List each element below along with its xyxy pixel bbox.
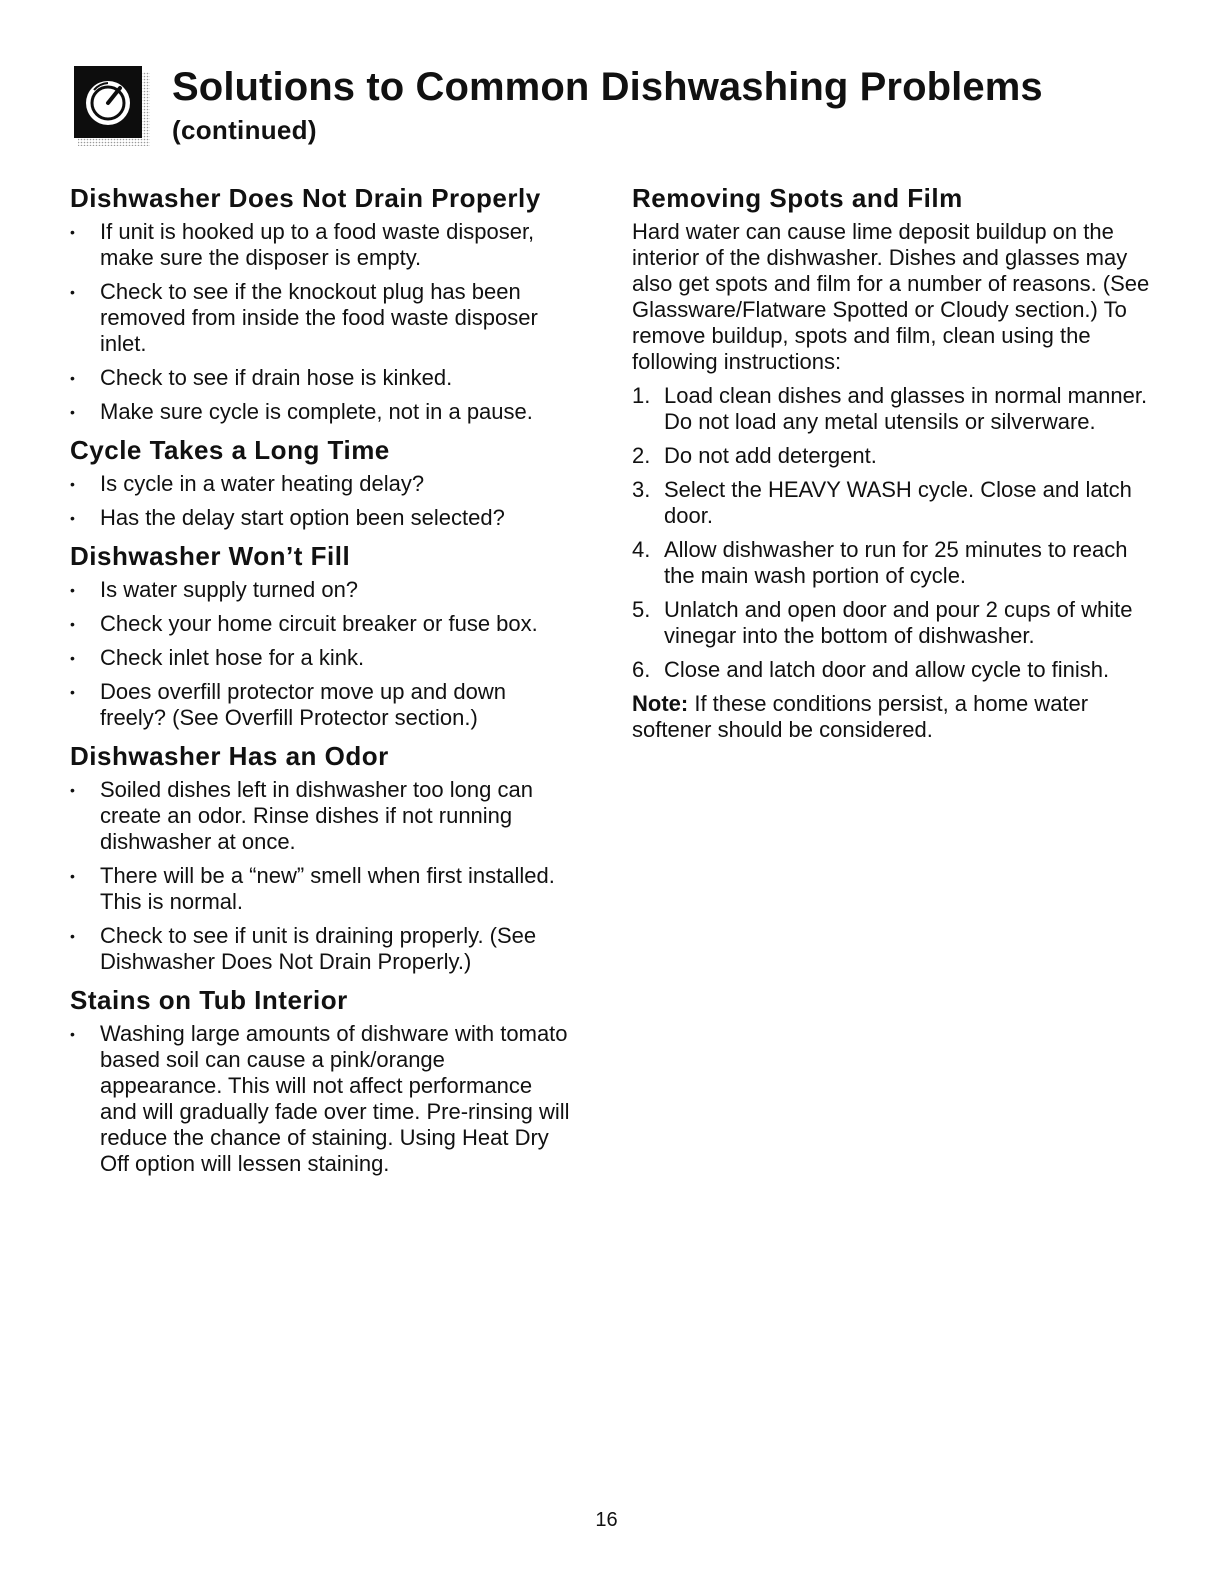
step-number: 6. xyxy=(632,657,651,682)
bullet-list xyxy=(70,219,570,425)
section-heading: Dishwasher Has an Odor xyxy=(70,741,389,771)
list-item xyxy=(632,657,1152,683)
bullet-list xyxy=(70,777,570,975)
intro-paragraph: Hard water can cause lime deposit buildup on the interior of the dishwasher. Dishes and glasses may also get spots and film for a number of reasons. (See Glassware/Flatware Spotted or Cloudy section.) To remove buildup, spots and film, clean using the following instructions: xyxy=(632,219,1150,374)
section-heading: Cycle Takes a Long Time xyxy=(70,435,390,465)
step-text: Do not add detergent. xyxy=(664,443,877,468)
section-spots-film xyxy=(632,181,1152,743)
list-item xyxy=(70,679,570,731)
step-text: Close and latch door and allow cycle to finish. xyxy=(664,657,1110,682)
note-paragraph xyxy=(632,691,1152,743)
list-item-text: Check your home circuit breaker or fuse box. xyxy=(100,611,538,636)
left-column xyxy=(70,181,570,1185)
section-heading: Dishwasher Won’t Fill xyxy=(70,541,351,571)
section-does-not-drain xyxy=(70,181,570,425)
step-number: 1. xyxy=(632,383,651,408)
list-item xyxy=(70,219,570,271)
section-stains xyxy=(70,983,570,1177)
bullet-icon: • xyxy=(70,782,75,798)
bullet-icon: • xyxy=(70,1026,75,1042)
note-label: Note: xyxy=(632,691,689,716)
list-item-text: Is water supply turned on? xyxy=(100,577,359,602)
section-long-time xyxy=(70,433,570,531)
section-odor xyxy=(70,739,570,975)
list-item xyxy=(70,645,570,671)
list-item xyxy=(70,365,570,391)
right-column xyxy=(632,181,1152,751)
step-text: Unlatch and open door and pour 2 cups of white vinegar into the bottom of dishwasher. xyxy=(664,597,1133,648)
list-item xyxy=(70,279,570,357)
list-item-text: Check inlet hose for a kink. xyxy=(100,645,365,670)
list-item xyxy=(70,611,570,637)
numbered-list xyxy=(632,383,1152,683)
bullet-list xyxy=(70,1021,570,1177)
step-number: 5. xyxy=(632,597,651,622)
list-item-text: Has the delay start option been selected? xyxy=(100,505,505,530)
bullet-icon: • xyxy=(70,510,75,526)
bullet-icon: • xyxy=(70,928,75,944)
section-heading: Stains on Tub Interior xyxy=(70,985,348,1015)
troubleshooting-dial-icon xyxy=(74,66,152,148)
list-item xyxy=(70,471,570,497)
bullet-icon: • xyxy=(70,476,75,492)
list-item-text: Does overfill protector move up and down freely? (See Overfill Protector section.) xyxy=(100,679,506,730)
bullet-icon: • xyxy=(70,284,75,300)
list-item xyxy=(632,443,1152,469)
list-item xyxy=(70,863,570,915)
note-text: If these conditions persist, a home water softener should be considered. xyxy=(632,691,1089,742)
bullet-icon: • xyxy=(70,404,75,420)
list-item-text: Check to see if the knockout plug has been removed from inside the food waste disposer inlet. xyxy=(100,279,538,356)
list-item-text: There will be a “new” smell when first installed. This is normal. xyxy=(100,863,555,914)
bullet-icon: • xyxy=(70,650,75,666)
bullet-icon: • xyxy=(70,582,75,598)
list-item xyxy=(70,577,570,603)
list-item xyxy=(70,1021,570,1177)
list-item-text: Check to see if drain hose is kinked. xyxy=(100,365,453,390)
list-item xyxy=(70,777,570,855)
bullet-icon: • xyxy=(70,684,75,700)
bullet-icon: • xyxy=(70,224,75,240)
bullet-icon: • xyxy=(70,868,75,884)
page-title: Solutions to Common Dishwashing Problems xyxy=(172,65,1043,109)
list-item-text: If unit is hooked up to a food waste disposer, make sure the disposer is empty. xyxy=(100,219,535,270)
list-item xyxy=(70,399,570,425)
bullet-list xyxy=(70,471,570,531)
step-text: Allow dishwasher to run for 25 minutes to reach the main wash portion of cycle. xyxy=(664,537,1128,588)
list-item xyxy=(632,537,1152,589)
step-number: 2. xyxy=(632,443,651,468)
section-heading: Removing Spots and Film xyxy=(632,183,963,213)
bullet-icon: • xyxy=(70,616,75,632)
list-item xyxy=(632,383,1152,435)
list-item xyxy=(70,923,570,975)
list-item xyxy=(632,597,1152,649)
page-number: 16 xyxy=(595,1509,618,1531)
step-text: Select the HEAVY WASH cycle. Close and latch door. xyxy=(664,477,1132,528)
list-item-text: Soiled dishes left in dishwasher too long can create an odor. Rinse dishes if not running dishwasher at once. xyxy=(100,777,533,854)
section-heading: Dishwasher Does Not Drain Properly xyxy=(70,183,541,213)
list-item-text: Washing large amounts of dishware with tomato based soil can cause a pink/orange appearance. This will not affect performance and will gradually fade over time. Pre-rinsing will reduce the chance of staining. Using Heat Dry Off option will lessen staining. xyxy=(100,1021,570,1176)
step-number: 4. xyxy=(632,537,651,562)
step-number: 3. xyxy=(632,477,651,502)
list-item-text: Make sure cycle is complete, not in a pause. xyxy=(100,399,533,424)
bullet-list xyxy=(70,577,570,731)
page-subtitle: (continued) xyxy=(172,115,317,145)
list-item xyxy=(70,505,570,531)
list-item-text: Check to see if unit is draining properly. (See Dishwasher Does Not Drain Properly.) xyxy=(100,923,537,974)
section-wont-fill xyxy=(70,539,570,731)
step-text: Load clean dishes and glasses in normal manner. Do not load any metal utensils or silverware. xyxy=(664,383,1148,434)
list-item xyxy=(632,477,1152,529)
list-item-text: Is cycle in a water heating delay? xyxy=(100,471,425,496)
bullet-icon: • xyxy=(70,370,75,386)
